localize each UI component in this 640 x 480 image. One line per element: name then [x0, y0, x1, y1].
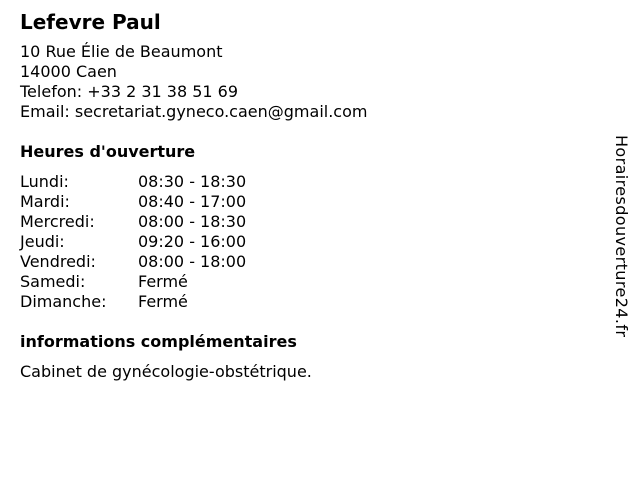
day-label: Vendredi: [20, 252, 96, 271]
hours-row-wednesday [20, 212, 246, 232]
hours-value: 08:00 - 18:00 [138, 252, 247, 271]
day-label: Mardi: [20, 192, 70, 211]
opening-hours-table [20, 172, 246, 312]
day-label: Samedi: [20, 272, 86, 291]
address-street: 10 Rue Élie de Beaumont [20, 42, 223, 61]
hours-value: 08:00 - 18:30 [138, 212, 247, 231]
hours-row-thursday [20, 232, 246, 252]
email-address: Email: secretariat.gyneco.caen@gmail.com [20, 102, 368, 121]
hours-row-monday [20, 172, 246, 192]
hours-row-sunday [20, 292, 246, 312]
hours-value: Fermé [138, 292, 188, 311]
day-label: Lundi: [20, 172, 69, 191]
day-label: Jeudi: [20, 232, 65, 251]
hours-value: 09:20 - 16:00 [138, 232, 247, 251]
address-city: 14000 Caen [20, 62, 117, 81]
day-label: Dimanche: [20, 292, 107, 311]
opening-hours-title: Heures d'ouverture [20, 142, 196, 161]
site-watermark: Horairesdouverture24.fr [612, 135, 631, 338]
additional-info-text: Cabinet de gynécologie-obstétrique. [20, 362, 312, 381]
hours-value: Fermé [138, 272, 188, 291]
business-card [20, 8, 600, 382]
phone-number: Telefon: +33 2 31 38 51 69 [20, 82, 239, 101]
day-label: Mercredi: [20, 212, 95, 231]
hours-row-saturday [20, 272, 246, 292]
additional-info-title: informations complémentaires [20, 332, 297, 351]
hours-row-tuesday [20, 192, 246, 212]
hours-row-friday [20, 252, 246, 272]
hours-value: 08:30 - 18:30 [138, 172, 247, 191]
business-name: Lefevre Paul [20, 10, 161, 34]
hours-value: 08:40 - 17:00 [138, 192, 247, 211]
